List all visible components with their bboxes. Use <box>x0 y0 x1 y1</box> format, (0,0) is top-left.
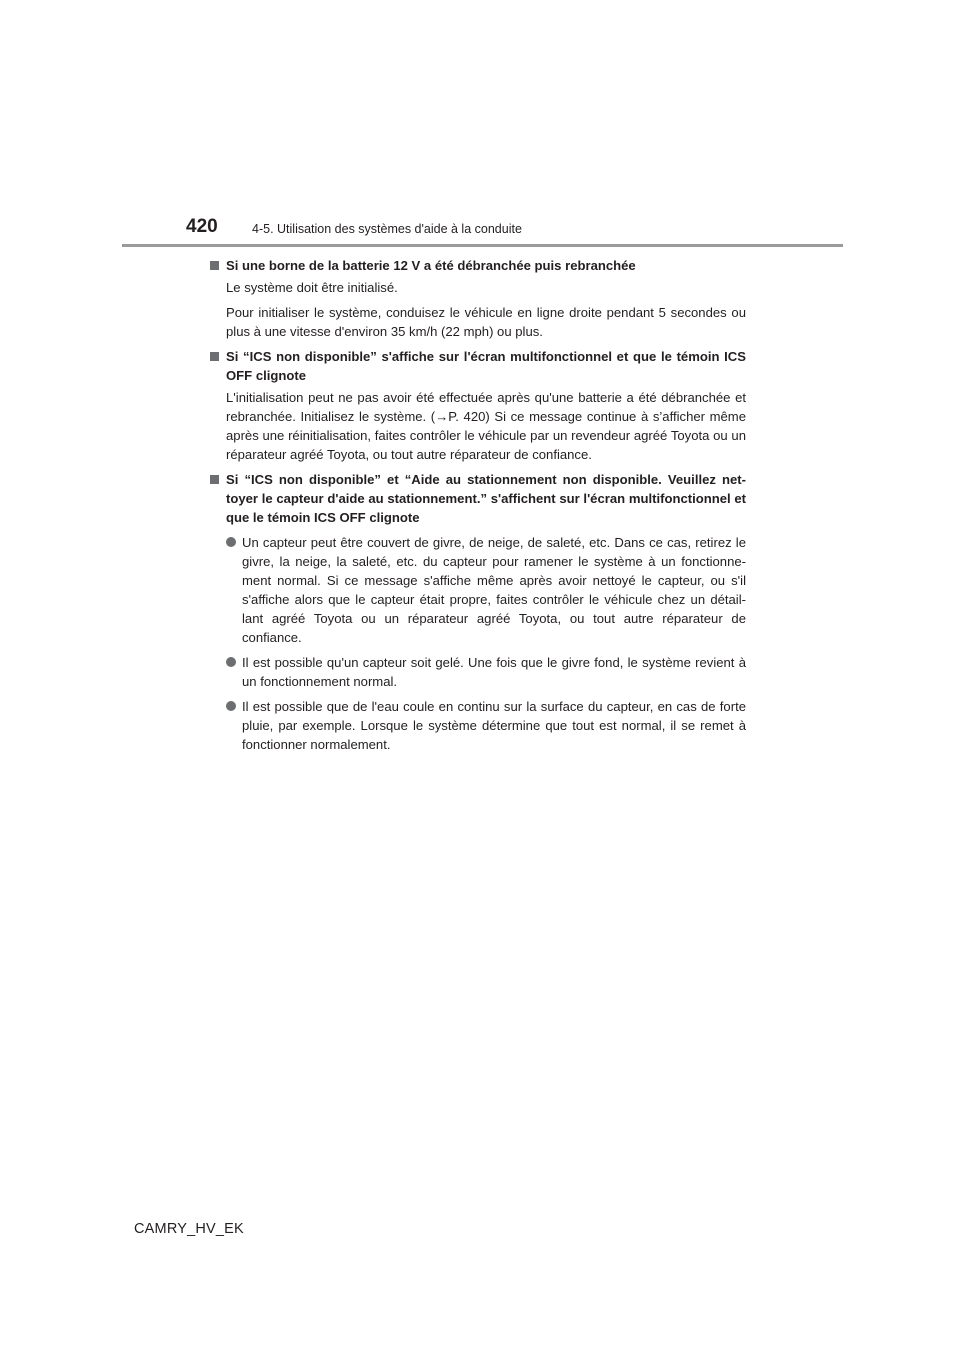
section-heading <box>208 256 746 275</box>
section-title: 4-5. Utilisation des systèmes d'aide à la conduite <box>252 222 522 236</box>
circle-bullet-icon <box>226 657 236 667</box>
section-heading <box>208 347 746 385</box>
section-heading <box>208 470 746 527</box>
circle-bullet-icon <box>226 537 236 547</box>
paragraph: L'initialisation peut ne pas avoir été effectuée après qu'une batterie a été débranchée et rebranchée. Initialisez le système. (→P. 420) Si ce message continue à s’afficher même après une réinitialisation, faites contrôler le véhicule par un revendeur agréé Toyota ou un réparateur agréé Toyota, ou tout autre réparateur de confiance. <box>226 390 746 462</box>
list-item-text: Il est possible que de l'eau coule en continu sur la surface du capteur, en cas de forte pluie, par exemple. Lorsque le système détermine que tout est normal, il se remet à fonctionner normalement. <box>242 699 746 752</box>
list-item <box>226 653 746 691</box>
section-heading-text: Si “ICS non disponible” et “Aide au stationnement non disponible. Veuillez net-toyer le capteur d'aide au stationnement.” s'affichent sur l'écran multifonctionnel et que le témoin ICS OFF clignote <box>226 472 746 525</box>
square-bullet-icon <box>210 475 219 484</box>
section-ics-parking-unavailable <box>208 470 746 754</box>
section-heading-text: Si une borne de la batterie 12 V a été débranchée puis rebranchée <box>226 258 636 273</box>
square-bullet-icon <box>210 261 219 270</box>
section-ics-unavailable <box>208 347 746 464</box>
list-item <box>226 697 746 754</box>
header-divider <box>122 244 843 247</box>
circle-bullet-icon <box>226 701 236 711</box>
list-item <box>226 533 746 647</box>
paragraph: Pour initialiser le système, conduisez le véhicule en ligne droite pendant 5 secondes ou plus à une vitesse d'environ 35 km/h (22 mph) ou plus. <box>226 305 746 339</box>
model-code: CAMRY_HV_EK <box>134 1221 244 1237</box>
paragraph: Le système doit être initialisé. <box>226 280 398 295</box>
square-bullet-icon <box>210 352 219 361</box>
section-heading-text: Si “ICS non disponible” s'affiche sur l'écran multifonctionnel et que le témoin ICS OFF clignote <box>226 349 746 383</box>
list-item-text: Un capteur peut être couvert de givre, de neige, de saleté, etc. Dans ce cas, retirez le givre, la neige, la saleté, etc. du capteur pour ramener le système à un fonctionne-ment normal. Si ce message s'affiche même après avoir nettoyé le capteur, ou s'il s'affiche alors que le capteur était propre, faites contrôler le véhicule chez un détail-lant agréé Toyota ou un réparateur agréé Toyota, ou tout autre réparateur de confiance. <box>242 535 746 645</box>
main-content <box>208 256 746 760</box>
section-battery-reconnect <box>208 256 746 341</box>
page-number: 420 <box>186 216 218 237</box>
list-item-text: Il est possible qu'un capteur soit gelé. Une fois que le givre fond, le système revient à un fonctionnement normal. <box>242 655 746 689</box>
